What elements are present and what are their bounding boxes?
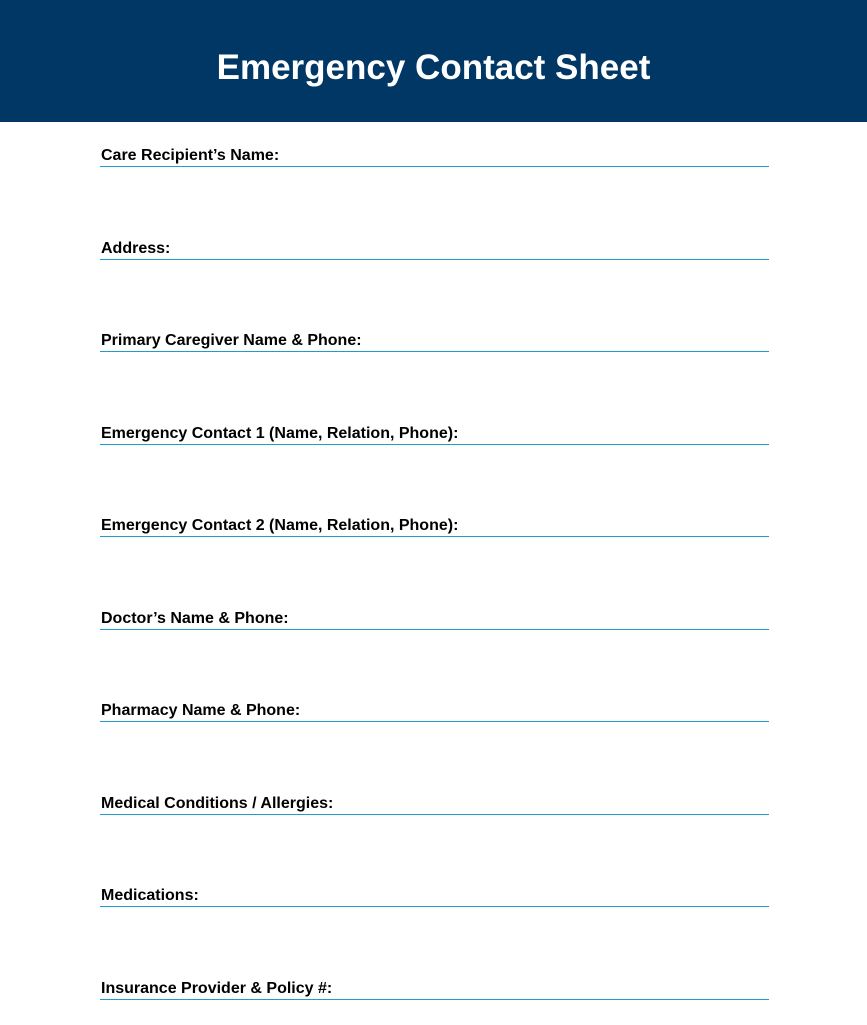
page-title: Emergency Contact Sheet [216, 48, 651, 87]
field-label: Emergency Contact 2 (Name, Relation, Phone): [101, 517, 459, 534]
field-label: Doctor’s Name & Phone: [101, 610, 289, 627]
medications-field[interactable] [100, 886, 769, 907]
field-label: Pharmacy Name & Phone: [101, 702, 301, 719]
field-label: Primary Caregiver Name & Phone: [101, 332, 362, 349]
field-label: Emergency Contact 1 (Name, Relation, Phone): [101, 425, 459, 442]
emergency-contact-1-field[interactable] [100, 424, 769, 445]
pharmacy-field[interactable] [100, 701, 769, 722]
medical-conditions-field[interactable] [100, 794, 769, 815]
address-field[interactable] [100, 239, 769, 260]
doctor-field[interactable] [100, 609, 769, 630]
insurance-field[interactable] [100, 979, 769, 1000]
header-banner [0, 0, 867, 122]
field-label: Medications: [101, 887, 199, 904]
care-recipient-name-field[interactable] [100, 146, 769, 167]
field-label: Address: [101, 240, 171, 257]
field-label: Medical Conditions / Allergies: [101, 795, 334, 812]
primary-caregiver-field[interactable] [100, 331, 769, 352]
field-label: Care Recipient’s Name: [101, 147, 280, 164]
emergency-contact-2-field[interactable] [100, 516, 769, 537]
field-label: Insurance Provider & Policy #: [101, 980, 333, 997]
